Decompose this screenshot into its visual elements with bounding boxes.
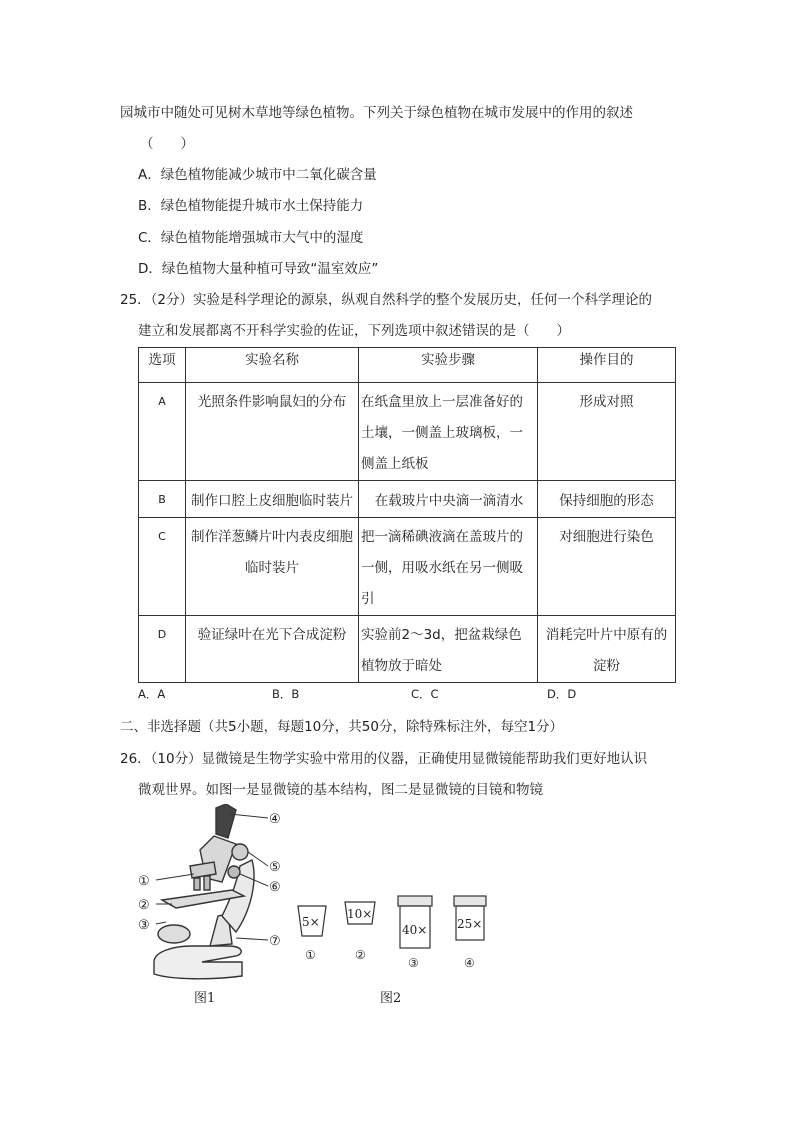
label-5: ⑤ xyxy=(269,860,281,875)
q25-option-c[interactable]: C．C xyxy=(411,687,439,701)
table-row-b xyxy=(139,481,676,518)
microscope-figure xyxy=(132,804,512,1014)
section-2-heading: 二、非选择题（共5小题，每题10分，共50分，除特殊标注外，每空1分） xyxy=(120,719,564,735)
lens-3-number: ③ xyxy=(408,956,419,970)
row-step-line: 实验前2～3d，把盆栽绿色 xyxy=(361,627,522,643)
fig1-label: 图1 xyxy=(194,991,216,1006)
header-option: 选项 xyxy=(139,348,186,383)
q25-option-a[interactable]: A．A xyxy=(138,687,166,701)
row-aim-line: 消耗完叶片中原有的 xyxy=(545,627,668,643)
table-row-d xyxy=(139,616,676,683)
row-name-line: 制作口腔上皮细胞临时装片 xyxy=(186,481,359,518)
lens-4-magnification: 25× xyxy=(457,917,483,931)
row-aim-line: 形成对照 xyxy=(579,394,634,410)
row-aim-line: 对细胞进行染色 xyxy=(559,529,654,545)
lens-4-number: ④ xyxy=(464,956,475,970)
q25-option-d[interactable]: D．D xyxy=(547,687,577,701)
q26-stem-line-1: 26．（10分）显微镜是生物学实验中常用的仪器，正确使用显微镜能帮助我们更好地认识 xyxy=(120,751,648,767)
row-step-line: 在载玻片中央滴一滴清水 xyxy=(359,481,538,518)
header-experiment-name: 实验名称 xyxy=(186,348,359,383)
row-aim-line: 淀粉 xyxy=(593,658,620,674)
q25-stem-line-2: 建立和发展都离不开科学实验的佐证，下列选项中叙述错误的是（ ） xyxy=(138,323,570,339)
table-row-a xyxy=(139,383,676,481)
q25-option-b[interactable]: B．B xyxy=(272,687,300,701)
header-steps: 实验步骤 xyxy=(359,348,538,383)
lens-1-magnification: 5× xyxy=(302,915,320,929)
row-name-line: 验证绿叶在光下合成淀粉 xyxy=(197,627,347,643)
q25-stem-line-1: 25．（2分）实验是科学理论的源泉，纵观自然科学的整个发展历史，任何一个科学理论的 xyxy=(120,292,653,308)
table-row-c xyxy=(139,518,676,616)
lens-2-number: ② xyxy=(355,948,366,962)
table-header-row xyxy=(139,348,676,383)
q26-stem-line-2: 微观世界。如图一是显微镜的基本结构，图二是显微镜的目镜和物镜 xyxy=(138,782,543,798)
row-step-line: 土壤，一侧盖上玻璃板，一 xyxy=(361,425,523,441)
fig2-label: 图2 xyxy=(380,991,402,1006)
row-step-line: 植物放于暗处 xyxy=(361,658,442,674)
row-step-line: 引 xyxy=(361,591,375,607)
lens-2-magnification: 10× xyxy=(347,907,373,921)
row-key: B xyxy=(158,492,166,506)
row-name-line: 制作洋葱鳞片叶内表皮细胞 xyxy=(191,529,353,545)
row-name-line: 临时装片 xyxy=(245,560,299,576)
label-3: ③ xyxy=(138,918,150,933)
q24-option-a[interactable]: A．绿色植物能减少城市中二氧化碳含量 xyxy=(138,167,377,183)
lens-group xyxy=(298,896,486,970)
q24-option-d[interactable]: D．绿色植物大量种植可导致“温室效应” xyxy=(138,261,379,277)
row-step-line: 把一滴稀碘液滴在盖玻片的 xyxy=(361,529,523,545)
row-key: D xyxy=(157,628,167,641)
q25-answer-options xyxy=(138,686,678,706)
lens-3-magnification: 40× xyxy=(402,923,428,937)
row-name-line: 光照条件影响鼠妇的分布 xyxy=(197,394,347,410)
label-2: ② xyxy=(138,898,150,913)
microscope-drawing xyxy=(154,804,254,979)
intro-line-1: 园城市中随处可见树木草地等绿色植物。下列关于绿色植物在城市发展中的作用的叙述 xyxy=(120,105,633,121)
lens-1-number: ① xyxy=(305,948,316,962)
row-step-line: 一侧，用吸水纸在另一侧吸 xyxy=(361,560,523,576)
label-4: ④ xyxy=(269,812,281,827)
row-key: C xyxy=(158,530,166,543)
header-purpose: 操作目的 xyxy=(538,348,676,383)
intro-answer-bracket: （ ） xyxy=(140,136,194,152)
row-step-line: 侧盖上纸板 xyxy=(361,456,429,472)
row-step-line: 在纸盒里放上一层准备好的 xyxy=(361,394,523,410)
q24-option-c[interactable]: C．绿色植物能增强城市大气中的湿度 xyxy=(138,230,364,246)
row-key: A xyxy=(158,395,166,408)
q24-option-b[interactable]: B．绿色植物能提升城市水土保持能力 xyxy=(138,198,364,214)
label-1: ① xyxy=(138,874,150,889)
label-6: ⑥ xyxy=(269,880,281,895)
row-aim-line: 保持细胞的形态 xyxy=(538,481,676,518)
label-7: ⑦ xyxy=(269,934,281,949)
experiment-table xyxy=(138,347,676,683)
